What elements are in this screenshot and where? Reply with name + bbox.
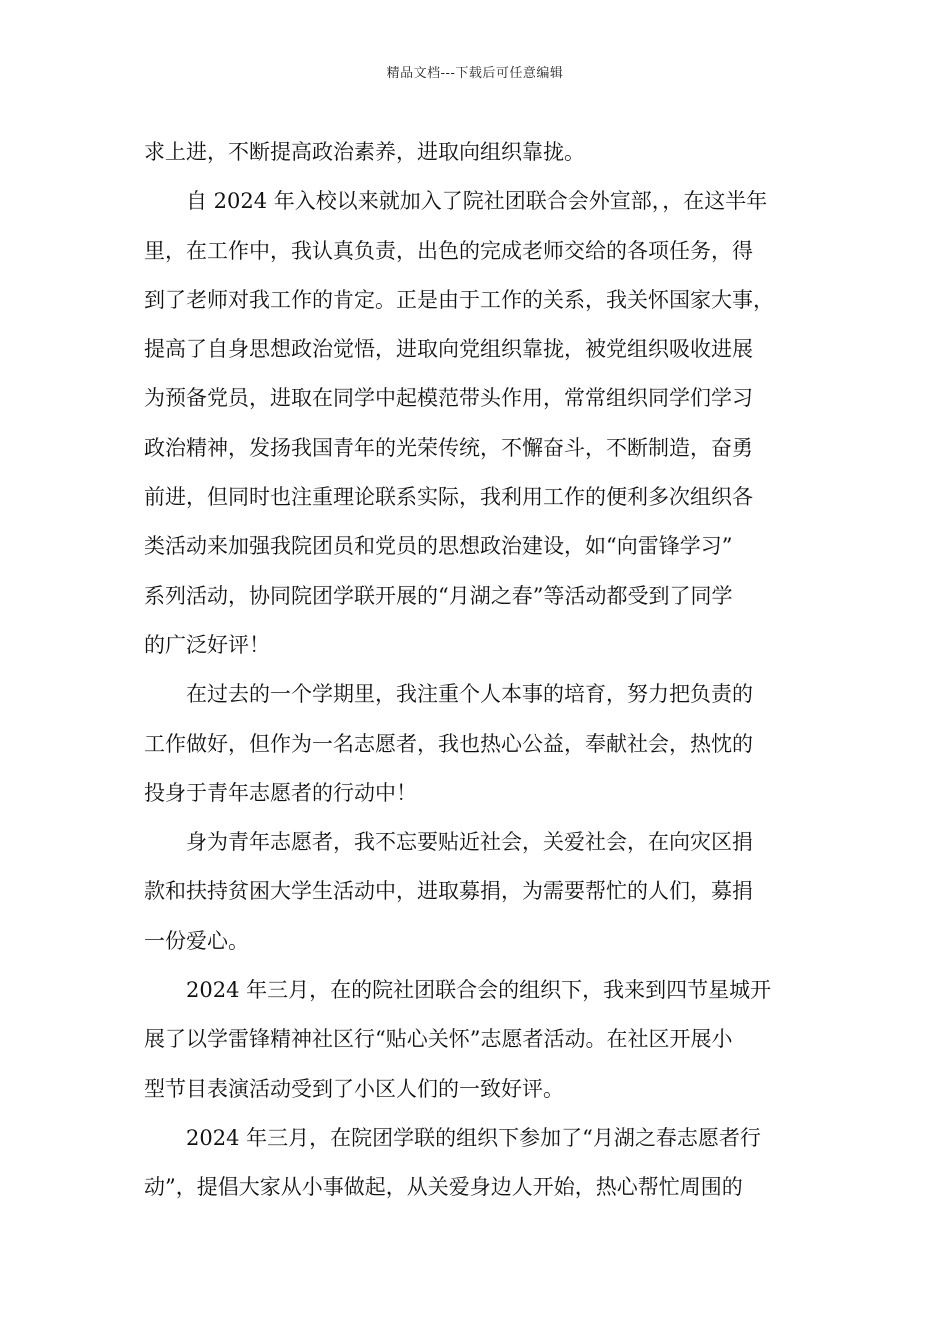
text-line: 政治精神，发扬我国青年的光荣传统，不懈奋斗，不断制造，奋勇 <box>144 435 753 460</box>
text-line: 的广泛好评！ <box>144 632 270 657</box>
text-line: 自 2024 年入校以来就加入了院社团联合会外宣部，，在这半年 <box>144 189 768 214</box>
text-line: 求上进，不断提高政治素养，进取向组织靠拢。 <box>144 140 585 164</box>
document-body <box>144 128 812 1213</box>
text-line: 类活动来加强我院团员和党员的思想政治建设，如“向雷锋学习” <box>144 534 733 559</box>
text-line: 系列活动，协同院团学联开展的“月湖之春”等活动都受到了同学 <box>144 583 733 608</box>
text-line: 展了以学雷锋精神社区行“贴心关怀”志愿者活动。在社区开展小 <box>144 1027 733 1052</box>
text-line: 身为青年志愿者，我不忘要贴近社会，关爱社会，在向灾区捐 <box>144 830 753 855</box>
text-line: 前进，但同时也注重理论联系实际，我利用工作的便利多次组织各 <box>144 485 753 510</box>
text-line: 一份爱心。 <box>144 928 249 953</box>
text-line: 为预备党员，进取在同学中起模范带头作用，常常组织同学们学习 <box>144 386 753 411</box>
text-line: 款和扶持贫困大学生活动中，进取募捐，为需要帮忙的人们，募捐 <box>144 879 753 904</box>
text-line: 里，在工作中，我认真负责，出色的完成老师交给的各项任务，得 <box>144 238 753 263</box>
text-line: 投身于青年志愿者的行动中！ <box>144 780 417 805</box>
text-line: 型节目表演活动受到了小区人们的一致好评。 <box>144 1076 564 1101</box>
text-line: 工作做好，但作为一名志愿者，我也热心公益，奉献社会，热忱的 <box>144 731 753 756</box>
text-line: 动”，提倡大家从小事做起，从关爱身边人开始，热心帮忙周围的 <box>144 1175 743 1200</box>
text-line: 2024 年三月，在院团学联的组织下参加了“月湖之春志愿者行 <box>144 1125 761 1150</box>
text-line: 提高了自身思想政治觉悟，进取向党组织靠拢，被党组织吸收进展 <box>144 337 753 362</box>
text-line: 到了老师对我工作的肯定。正是由于工作的关系，我关怀国家大事， <box>144 287 774 312</box>
text-line: 2024 年三月，在的院社团联合会的组织下，我来到四节星城开 <box>144 978 772 1003</box>
page-header: 精品文档---下载后可任意编辑 <box>386 66 564 81</box>
text-line: 在过去的一个学期里，我注重个人本事的培育，努力把负责的 <box>144 682 753 707</box>
